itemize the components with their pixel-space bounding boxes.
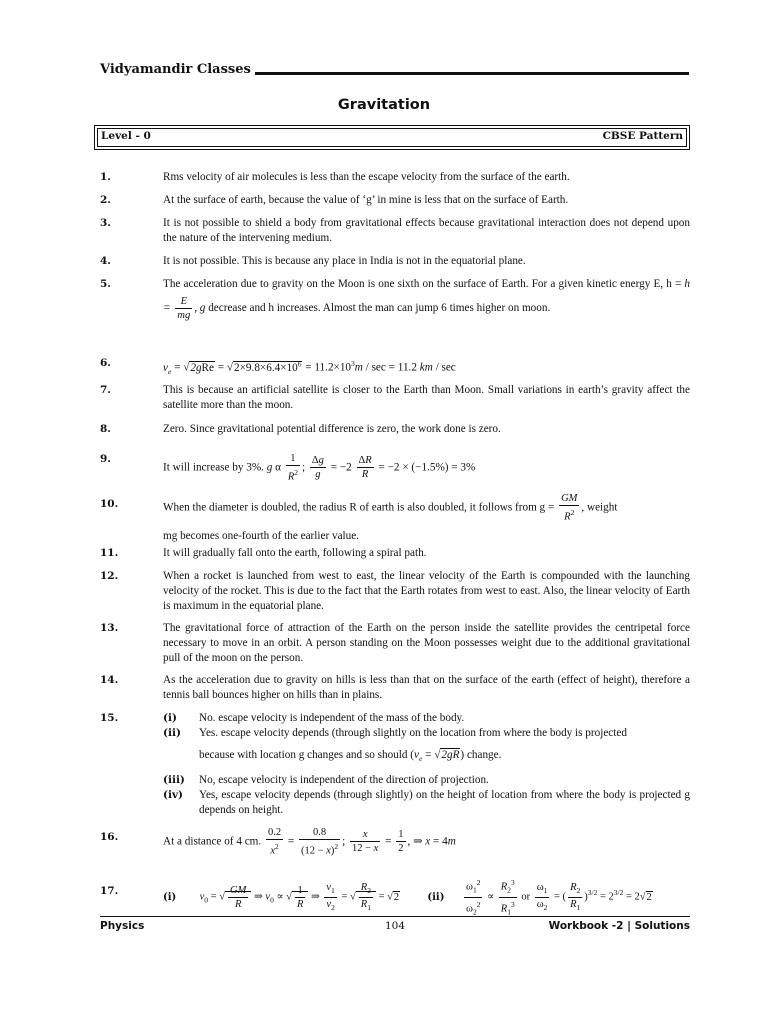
answer-15 bbox=[100, 711, 690, 818]
answer-parts bbox=[163, 711, 690, 818]
answer-text: It will gradually fall onto the earth, following a spiral path. bbox=[163, 547, 427, 559]
answer-8 bbox=[100, 422, 690, 437]
answer-number: 4. bbox=[100, 255, 111, 267]
answer-number: 7. bbox=[100, 384, 111, 396]
level-box-inner bbox=[97, 128, 687, 147]
answer-text: At a distance of 4 cm. $\frac{0.2}{x^2}$ = $\frac{0.8}{(12 - x)^2}$ ; $\frac{x}{12 - x}$ = $\frac{1}{2}$ , ⇒ x = 4m bbox=[163, 827, 456, 857]
part-text: No. escape velocity is independent of the mass of the body. bbox=[199, 712, 465, 724]
answer-12 bbox=[100, 569, 690, 614]
part-text-cont: because with location g changes and so should bbox=[199, 749, 408, 761]
answer-text-a: The acceleration due to gravity on the Moon is one sixth on the surface of Earth. For a given kinetic energy E, h = bbox=[163, 278, 682, 290]
page-number: 104 bbox=[384, 920, 406, 932]
answer-number: 6. bbox=[100, 357, 111, 369]
part-label: (ii) bbox=[427, 891, 445, 903]
part-iii bbox=[163, 773, 690, 788]
answer-6 bbox=[100, 356, 690, 379]
answer-text-a: At a distance of 4 cm. bbox=[163, 835, 262, 848]
answer-number: 5. bbox=[100, 278, 111, 290]
answer-2 bbox=[100, 193, 690, 208]
answer-10 bbox=[100, 492, 690, 548]
footer-workbook: Workbook -2 | Solutions bbox=[548, 920, 690, 932]
answer-16 bbox=[100, 826, 690, 858]
answer-number: 13. bbox=[100, 622, 119, 634]
answer-text-b: decrease and h increases. Almost the man can jump 6 times higher on moon. bbox=[208, 302, 551, 315]
answer-number: 11. bbox=[100, 547, 119, 559]
answer-number: 15. bbox=[100, 712, 119, 724]
part-label: (i) bbox=[163, 712, 177, 724]
or-text: or bbox=[521, 891, 531, 903]
answer-text: It is not possible. This is because any place in India is not in the equatorial plane. bbox=[163, 255, 526, 267]
page-title: Gravitation bbox=[337, 97, 431, 113]
answer-text-c: mg becomes one-fourth of the earlier value. bbox=[163, 529, 360, 542]
part-text: Yes, escape velocity depends (through slightly) on the height of location from where the body is projected g depends on height. bbox=[199, 789, 690, 817]
footer-subject: Physics bbox=[100, 920, 145, 932]
equation: h = bbox=[163, 278, 691, 315]
answer-number: 14. bbox=[100, 674, 119, 686]
fraction: $\frac{E}{mg}$ bbox=[177, 296, 191, 321]
footer-rule bbox=[100, 916, 690, 917]
answer-1 bbox=[100, 170, 690, 185]
answer-number: 1. bbox=[100, 171, 111, 183]
answer-17 bbox=[100, 876, 690, 918]
equation: $(v_e = √2gR)$ bbox=[410, 749, 465, 764]
answer-text: The acceleration due to gravity on the Moon is one sixth on the surface of Earth. For a given kinetic energy E, h = h = $\frac{E}{mg}$ , g decrease and h increases. Almost the man can jump 6 times higher on moon. bbox=[163, 278, 691, 321]
answer-text: As the acceleration due to gravity on hills is less than that on the surface of the earth (effect of height), therefore a tennis ball bounces higher on hills than in plains. bbox=[163, 674, 690, 701]
footer bbox=[100, 920, 690, 936]
answer-number: 3. bbox=[100, 217, 111, 229]
part-ii bbox=[163, 726, 690, 741]
level-box bbox=[94, 125, 690, 150]
answer-number: 2. bbox=[100, 194, 111, 206]
answer-number: 8. bbox=[100, 423, 111, 435]
answer-number: 10. bbox=[100, 498, 119, 510]
answer-text: At the surface of earth, because the value of ‘g’ in mine is less that on the surface of Earth. bbox=[163, 194, 569, 206]
pattern-label: CBSE Pattern bbox=[602, 130, 683, 142]
answer-number: 12. bbox=[100, 570, 119, 582]
part-i bbox=[163, 711, 690, 726]
part-text-cont2: change. bbox=[466, 749, 502, 761]
answer-number: 9. bbox=[100, 453, 111, 465]
answer-text: When a rocket is launched from west to east, the linear velocity of the Earth is compounded with the launching velocity of the rocket. This is due to the fact that the Earth rotates from west to east. Also, the linear velocity of Earth is maximum in the equatorial plane. bbox=[163, 570, 690, 612]
answer-3 bbox=[100, 216, 690, 246]
answer-text-a: It will increase by 3%. bbox=[163, 461, 264, 474]
answer-9 bbox=[100, 452, 690, 484]
equation: $v_e = √2gRe = √2\times 9.8\times 6.4\times 10^6 = 11.2\times 10^3m / \sec = 11.2$ km / sec bbox=[163, 359, 456, 376]
answer-text: When the diameter is doubled, the radius R of earth is also doubled, it follows from g = $\frac{GM}{R^2}$ , weight mg becomes one-fourth of the earlier value. bbox=[163, 493, 618, 542]
answer-13 bbox=[100, 621, 690, 666]
answer-11 bbox=[100, 546, 690, 561]
answer-5 bbox=[100, 277, 690, 322]
answer-text-b: , weight bbox=[581, 501, 618, 514]
part-text: No, escape velocity is independent of the direction of projection. bbox=[199, 774, 489, 787]
answer-number: 17. bbox=[100, 885, 119, 897]
part-iv bbox=[163, 788, 690, 818]
answer-text: Zero. Since gravitational potential difference is zero, the work done is zero. bbox=[163, 423, 501, 435]
answer-text-a: When the diameter is doubled, the radius R of earth is also doubled, it follows from g = bbox=[163, 501, 555, 514]
header-rule bbox=[255, 72, 689, 75]
level-label: Level - 0 bbox=[101, 130, 151, 142]
answer-text: The gravitational force of attraction of the Earth on the person inside the satellite provides the centripetal force necessary to move in an orbit. A person standing on the Moon possesses weight due to the additional gravitational pull of the moon on the person. bbox=[163, 622, 690, 664]
answer-4 bbox=[100, 254, 690, 269]
answer-number: 16. bbox=[100, 831, 119, 843]
answer-text: Rms velocity of air molecules is less than the escape velocity from the surface of the earth. bbox=[163, 171, 570, 183]
part-label: (iv) bbox=[163, 789, 184, 802]
header-brand: Vidyamandir Classes bbox=[100, 62, 251, 77]
answer-14 bbox=[100, 673, 690, 703]
answer-text: It is not possible to shield a body from gravitational effects because gravitational interaction does not depend upon the nature of the intervening medium. bbox=[163, 217, 690, 244]
answer-equations: (i) $v_0$ = √ $\frac{GM}{R}$ ⇒ $v_0$ ∝ √ $\frac{1}{R}$ ⇒ $\frac{v_1}{v_2}$ = √ $\frac{R_2}{R_1}$ = √2 (ii) $\frac{\omega_1^2}{\omega_2^2}$ ∝ $\frac{R_2^3}{R_1^3}$ or $\frac{\omega_1}{\omega_2}$ = ( $\frac{R_2}{R_1}$ )$^{3/2} = 2^{3/2} = 2√2$ bbox=[163, 878, 652, 917]
part-label: (ii) bbox=[163, 727, 181, 739]
answer-text: It will increase by 3%. g α $\frac{1}{R^2}$ ; $\frac{\Delta g}{g}$ = −2 $\frac{\Delta R}{R}$ = −2 × (−1.5%) = 3% bbox=[163, 453, 476, 483]
answer-text: This is because an artificial satellite is closer to the Earth than Moon. Small variations in earth’s gravity affect the satellite more than the moon. bbox=[163, 384, 690, 411]
part-label: (i) bbox=[163, 891, 177, 903]
answer-7 bbox=[100, 383, 690, 413]
part-label: (iii) bbox=[163, 774, 185, 787]
part-ii-continued bbox=[163, 741, 690, 773]
part-text: Yes. escape velocity depends (through slightly on the location from where the body is projected bbox=[199, 727, 627, 739]
